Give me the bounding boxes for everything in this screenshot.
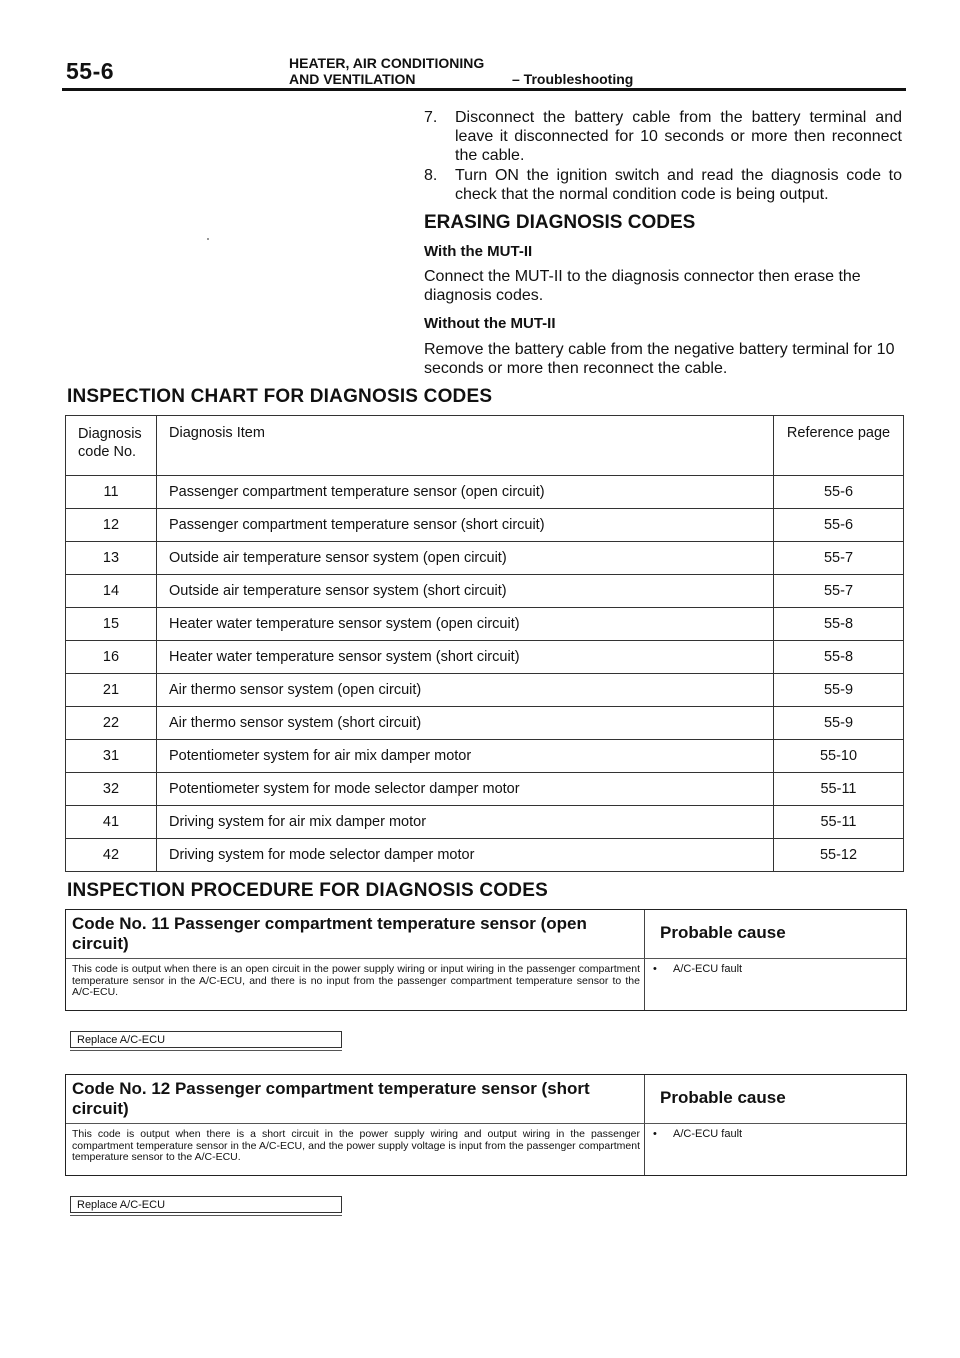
procedure-box-title: Code No. 12 Passenger compartment temperature sensor (short circuit)	[72, 1079, 590, 1118]
table-row	[66, 476, 904, 509]
diagnosis-code: 12	[66, 509, 157, 542]
diagnosis-item: Air thermo sensor system (open circuit)	[157, 674, 774, 707]
stray-dot	[207, 238, 209, 240]
diagnosis-item: Driving system for mode selector damper motor	[157, 839, 774, 872]
bullet-icon: •	[653, 1128, 657, 1140]
diagnosis-code: 15	[66, 608, 157, 641]
header-title-line1: HEATER, AIR CONDITIONING	[289, 55, 485, 71]
header-ref: Reference page	[786, 425, 891, 441]
procedure-box-description: This code is output when there is a short circuit in the power supply wiring and output wiring in the passenger compartment temperature sensor in the A/C-ECU, and the power supply voltage is input from the passenger compartment temperature sensor to the A/C-ECU.	[72, 1128, 640, 1163]
reference-page: 55-7	[774, 542, 904, 575]
diagnosis-item: Heater water temperature sensor system (open circuit)	[157, 608, 774, 641]
header-item: Diagnosis Item	[157, 416, 774, 476]
probable-cause-label: Probable cause	[660, 1088, 786, 1107]
diagnosis-code: 42	[66, 839, 157, 872]
diagnosis-code: 32	[66, 773, 157, 806]
table-row	[66, 839, 904, 872]
table-row	[66, 509, 904, 542]
reference-page: 55-6	[774, 509, 904, 542]
table-row	[66, 740, 904, 773]
procedure-box-description: This code is output when there is an open circuit in the power supply wiring or input wiring in the passenger compartment temperature sensor in the A/C-ECU, and there is no input from the passenger compartment temperature sensor to the A/C-ECU.	[72, 963, 640, 998]
table-row	[66, 641, 904, 674]
table-row	[66, 773, 904, 806]
diagnosis-code: 16	[66, 641, 157, 674]
diagnosis-code: 41	[66, 806, 157, 839]
reference-page: 55-12	[774, 839, 904, 872]
header-rule	[62, 88, 906, 91]
table-row	[66, 806, 904, 839]
header-code: Diagnosis code No.	[66, 416, 157, 476]
table-row	[66, 575, 904, 608]
diagnosis-code: 11	[66, 476, 157, 509]
procedure-box-code-12	[65, 1074, 907, 1176]
reference-page: 55-8	[774, 641, 904, 674]
diagnosis-code: 21	[66, 674, 157, 707]
probable-cause-item	[653, 1128, 742, 1140]
diagnosis-item: Heater water temperature sensor system (short circuit)	[157, 641, 774, 674]
with-mut-heading: With the MUT-II	[424, 243, 533, 260]
diagnosis-item: Potentiometer system for mode selector damper motor	[157, 773, 774, 806]
table-row	[66, 674, 904, 707]
probable-cause-text: A/C-ECU fault	[673, 963, 743, 975]
diagnosis-item: Potentiometer system for air mix damper motor	[157, 740, 774, 773]
diagnosis-item: Driving system for air mix damper motor	[157, 806, 774, 839]
diagnosis-code: 31	[66, 740, 157, 773]
procedure-title: INSPECTION PROCEDURE FOR DIAGNOSIS CODES	[67, 880, 548, 901]
step-text: Disconnect the battery cable from the battery terminal and leave it disconnected for 10 seconds or more then reconnect the cable.	[455, 109, 902, 164]
table-row	[66, 707, 904, 740]
diagnosis-item: Passenger compartment temperature sensor (open circuit)	[157, 476, 774, 509]
procedure-box-divider	[66, 958, 906, 959]
procedure-box-divider	[66, 1123, 906, 1124]
page-number: 55-6	[66, 58, 115, 84]
table-row	[66, 542, 904, 575]
diagnosis-code: 22	[66, 707, 157, 740]
diagnosis-code: 14	[66, 575, 157, 608]
step-7	[424, 108, 902, 165]
step-number: 7.	[424, 109, 438, 126]
chart-header-row	[66, 416, 904, 476]
diagnosis-code: 13	[66, 542, 157, 575]
diagnosis-item: Outside air temperature sensor system (short circuit)	[157, 575, 774, 608]
diagnosis-item: Passenger compartment temperature sensor (short circuit)	[157, 509, 774, 542]
reference-page: 55-9	[774, 674, 904, 707]
erasing-title: ERASING DIAGNOSIS CODES	[424, 212, 696, 233]
chart-title: INSPECTION CHART FOR DIAGNOSIS CODES	[67, 386, 493, 407]
table-row	[66, 608, 904, 641]
step-number: 8.	[424, 167, 438, 184]
header-title-line2: AND VENTILATION	[289, 71, 416, 87]
probable-cause-text: A/C-ECU fault	[673, 1128, 743, 1140]
header-title	[289, 55, 484, 87]
reference-page: 55-9	[774, 707, 904, 740]
bullet-icon: •	[653, 963, 657, 975]
inspection-chart	[65, 415, 904, 872]
with-mut-text: Connect the MUT-II to the diagnosis connector then erase the diagnosis codes.	[424, 268, 861, 304]
header-subtitle: – Troubleshooting	[512, 71, 634, 87]
reference-page: 55-11	[774, 806, 904, 839]
action-box-code-11: Replace A/C-ECU	[70, 1031, 342, 1048]
probable-cause-item	[653, 963, 742, 975]
procedure-box-title: Code No. 11 Passenger compartment temperature sensor (open circuit)	[72, 914, 587, 953]
action-box-code-12: Replace A/C-ECU	[70, 1196, 342, 1213]
without-mut-heading: Without the MUT-II	[424, 315, 556, 332]
without-mut-text: Remove the battery cable from the negative battery terminal for 10 seconds or more then reconnect the cable.	[424, 341, 895, 377]
diagnosis-item: Air thermo sensor system (short circuit)	[157, 707, 774, 740]
probable-cause-label: Probable cause	[660, 923, 786, 942]
reference-page: 55-10	[774, 740, 904, 773]
reference-page: 55-11	[774, 773, 904, 806]
reference-page: 55-8	[774, 608, 904, 641]
step-text: Turn ON the ignition switch and read the diagnosis code to check that the normal condition code is being output.	[455, 167, 902, 203]
step-8	[424, 166, 902, 204]
procedure-box-code-11	[65, 909, 907, 1011]
reference-page: 55-6	[774, 476, 904, 509]
reference-page: 55-7	[774, 575, 904, 608]
diagnosis-item: Outside air temperature sensor system (open circuit)	[157, 542, 774, 575]
